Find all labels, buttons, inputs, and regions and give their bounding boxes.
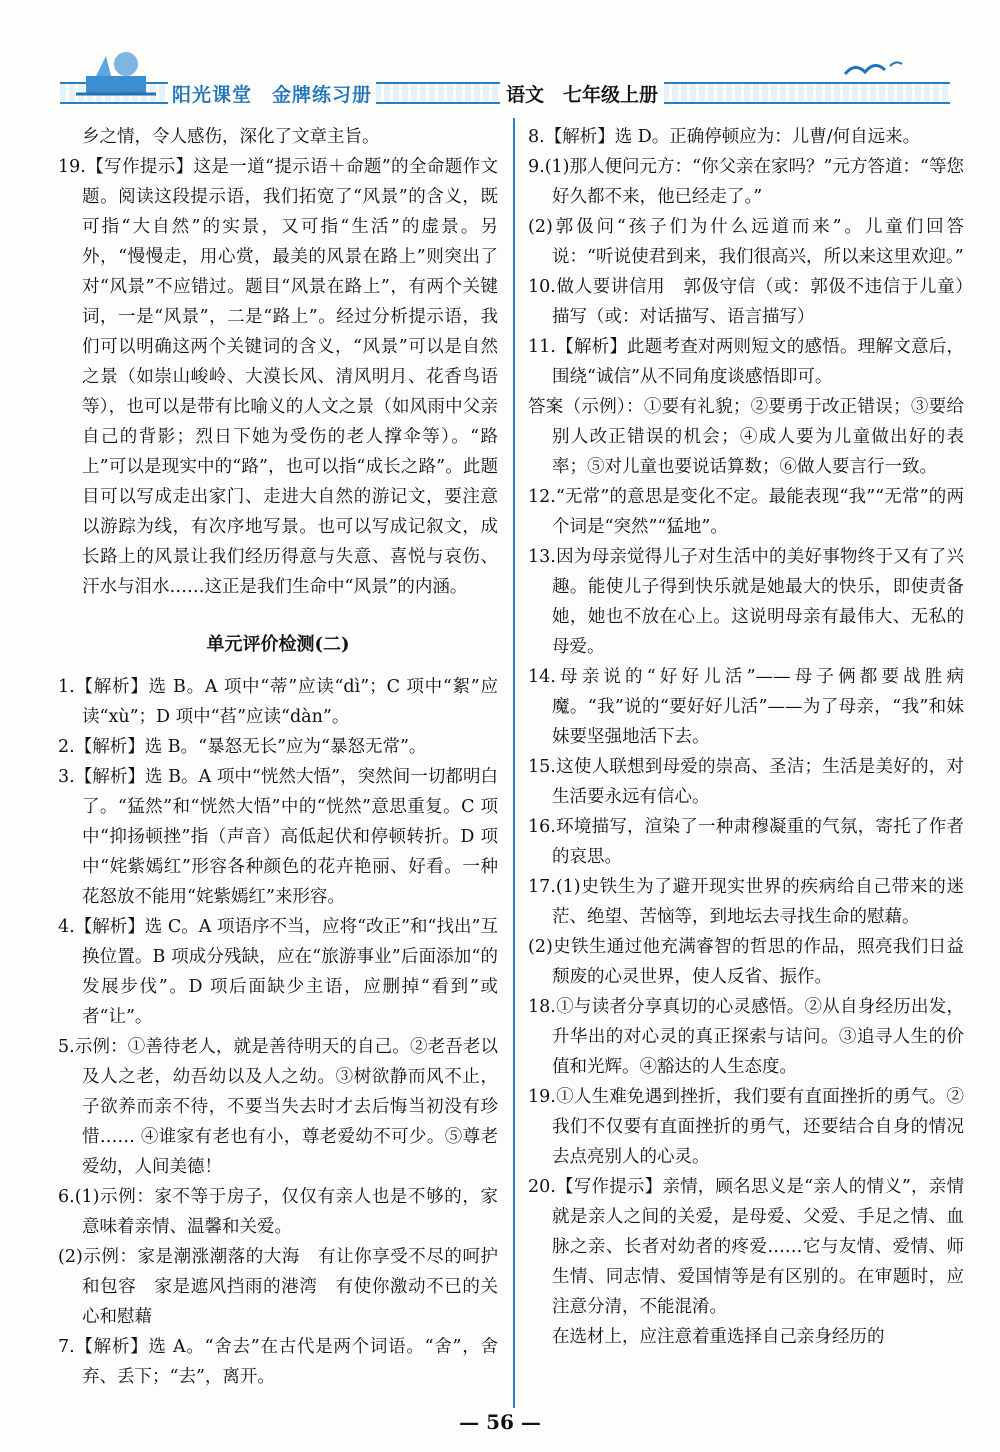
answer-paragraph: (2)郭伋问“孩子们为什么远道而来”。儿童们回答说：“听说使君到来，我们很高兴，所以来这里欢迎。” [528,217,964,267]
answer-paragraph: 19.①人生难免遇到挫折，我们要有直面挫折的勇气。②我们不仅要有直面挫折的勇气，还要结合自身的情况去点亮别人的心灵。 [528,1087,964,1167]
answer-paragraph: 8.【解析】选 D。正确停顿应为：儿曹/何自远来。 [528,127,921,147]
header-subject: 语文 七年级上册 [500,80,664,107]
answer-paragraph: 4.【解析】选 C。A 项语序不当，应将“改正”和“找出”互换位置。B 项成分残缺，应在“旅游事业”后面添加“的发展步伐”。D 项后面缺少主语，应删掉“看到”或者“让”。 [58,917,498,1027]
answer-paragraph: 答案（示例）：①要有礼貌；②要勇于改正错误；③要给别人改正错误的机会；④成人要为儿童做出好的表率；⑤对儿童也要说话算数；⑥做人要言行一致。 [528,397,964,477]
answer-paragraph: (2)史铁生通过他充满睿智的哲思的作品，照亮我们日益颓废的心灵世界，使人反省、振作。 [528,937,964,987]
column-divider [513,118,515,1408]
answer-paragraph: 20.【写作提示】亲情，顾名思义是“亲人的情义”，亲情就是亲人之间的关爱，是母爱、父爱、手足之情、血脉之亲、长者对幼者的疼爱……它与友情、爱情、师生情、同志情、爱国情等是有区别的。在审题时，应注意分清，不能混淆。 [528,1177,964,1317]
header-title: 阳光课堂 金牌练习册 [168,80,376,107]
right-column [528,122,982,1352]
answer-paragraph: 18.①与读者分享真切的心灵感悟。②从自身经历出发，升华出的对心灵的真正探索与诘问。③追寻人生的价值和光辉。④豁达的人生态度。 [528,997,964,1077]
answer-paragraph: 15.这使人联想到母爱的崇高、圣洁；生活是美好的，对生活要永远有信心。 [528,757,964,807]
page-number: — 56 — [459,1410,541,1434]
section-title: 单元评价检测(二) [206,634,350,655]
left-column [58,122,498,1392]
answer-paragraph: 5.示例：①善待老人，就是善待明天的自己。②老吾老以及人之老，幼吾幼以及人之幼。③树欲静而风不止，子欲养而亲不待，不要当失去时才去后悔当初没有珍惜…… ④谁家有老也有小，尊老爱幼不可少。⑤尊老爱幼，人间美德！ [58,1037,498,1177]
birds-icon [840,54,910,84]
answer-paragraph: 乡之情，令人感伤，深化了文章主旨。 [82,127,380,147]
answer-paragraph: 19.【写作提示】这是一道“提示语＋命题”的全命题作文题。阅读这段提示语，我们拓宽了“风景”的含义，既可指“大自然”的实景，又可指“生活”的虚景。另外，“慢慢走，用心赏，最美的风景在路上”则突出了对“风景”不应错过。题目“风景在路上”，有两个关键词，一是“风景”，二是“路上”。经过分析提示语，我们可以明确这两个关键词的含义，“风景”可以是自然之景（如崇山峻岭、大漠长风、清风明月、花香鸟语等），也可以是带有比喻义的人文之景（如风雨中父亲自己的背影；烈日下她为受伤的老人撑伞等）。“路上”可以是现实中的“路”，也可以指“成长之路”。此题目可以写成走出家门、走进大自然的游记文，要注意以游踪为线，有次序地写景。也可以写成记叙文，成长路上的风景让我们经历得意与失意、喜悦与哀伤、汗水与泪水……这正是我们生命中“风景”的内涵。 [58,157,498,597]
answer-paragraph: 9.(1)那人便问元方：“你父亲在家吗？”元方答道：“等您好久都不来，他已经走了。” [528,157,964,207]
answer-paragraph: 1.【解析】选 B。A 项中“蒂”应读“dì”；C 项中“絮”应读“xù”；D 项中“萏”应读“dàn”。 [58,677,498,727]
answer-paragraph: 2.【解析】选 B。“暴怒无长”应为“暴怒无常”。 [58,737,427,757]
page-header [60,50,950,110]
answer-paragraph: 16.环境描写，渲染了一种肃穆凝重的气氛，寄托了作者的哀思。 [528,817,964,867]
answer-paragraph: 6.(1)示例：家不等于房子，仅仅有亲人也是不够的，家意味着亲情、温馨和关爱。 [58,1187,498,1237]
answer-paragraph: 在选材上，应注意着重选择自己亲身经历的 [552,1327,885,1347]
answer-paragraph: 13.因为母亲觉得儿子对生活中的美好事物终于又有了兴趣。能使儿子得到快乐就是她最大的快乐，即使责备她，她也不放在心上。这说明母亲有最伟大、无私的母爱。 [528,547,964,657]
answer-paragraph: 12.“无常”的意思是变化不定。最能表现“我”“无常”的两个词是“突然”“猛地”。 [528,487,964,537]
answer-paragraph: 17.(1)史铁生为了避开现实世界的疾病给自己带来的迷茫、绝望、苦恼等，到地坛去寻找生命的慰藉。 [528,877,964,927]
answer-paragraph: 7.【解析】选 A。“舍去”在古代是两个词语。“舍”，舍弃、丢下；“去”，离开。 [58,1337,498,1387]
answer-paragraph: 10.做人要讲信用 郭伋守信（或：郭伋不违信于儿童） 描写（或：对话描写、语言描写） [528,277,982,327]
book-logo-icon [66,46,166,98]
answer-paragraph: 14.母亲说的“好好儿活”——母子俩都要战胜病魔。“我”说的“要好好儿活”——为了母亲，“我”和妹妹要坚强地活下去。 [528,667,964,747]
answer-paragraph: 11.【解析】此题考查对两则短文的感悟。理解文意后，围绕“诚信”从不同角度谈感悟即可。 [528,337,964,387]
answer-paragraph: (2)示例：家是潮涨潮落的大海 有让你享受不尽的呵护和包容 家是遮风挡雨的港湾 有使你激动不已的关心和慰藉 [58,1247,498,1327]
answer-paragraph: 3.【解析】选 B。A 项中“恍然大悟”，突然间一切都明白了。“猛然”和“恍然大悟”中的“恍然”意思重复。C 项中“抑扬顿挫”指（声音）高低起伏和停顿转折。D 项中“姹紫嫣红”形容各种颜色的花卉艳丽、好看。一种花怒放不能用“姹紫嫣红”来形容。 [58,767,498,907]
